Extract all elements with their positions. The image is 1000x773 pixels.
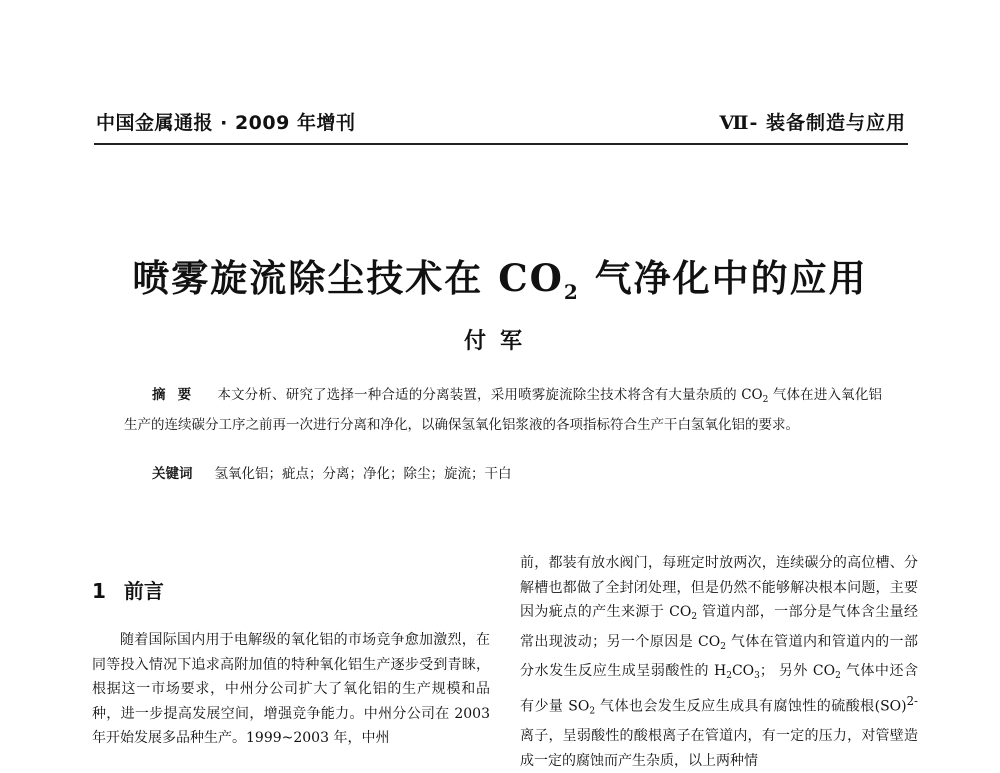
text-run: 离子，呈弱酸性的酸根离子在管道内，有一定的压力，对管壁造成一定的腐蚀而产生杂质，以上两种情 — [520, 728, 918, 769]
text-run: CO — [731, 663, 755, 680]
header-divider — [94, 143, 908, 145]
right-column — [520, 551, 918, 773]
subscript: 2 — [589, 706, 596, 717]
superscript: 2- — [906, 693, 918, 708]
subscript: 2 — [835, 671, 841, 682]
abstract-subscript: 2 — [762, 395, 769, 405]
subscript: 2 — [691, 612, 698, 623]
left-column — [92, 575, 490, 751]
keywords — [152, 462, 512, 482]
title-part-1: 喷雾旋流除尘技术在 CO — [132, 256, 564, 300]
abstract-text-2: 气体在进入氧化铝生产的连续碳分工序之前再一次进行分离和净化，以确保氢氧化铝浆液的各项指标符合生产干白氢氧化铝的要求。 — [124, 387, 883, 433]
text-run: ； 另外 CO — [759, 663, 836, 680]
text-run: 气体中还含有少量 SO — [520, 663, 918, 715]
section-name: Ⅶ- 装备制造与应用 — [719, 112, 906, 134]
title-part-2: 气净化中的应用 — [579, 256, 868, 300]
keywords-text: 氢氧化铝；疵点；分离；净化；除尘；旋流；干白 — [214, 466, 512, 482]
abstract-label: 摘要 — [152, 387, 204, 403]
author-name: 付军 — [463, 328, 536, 354]
subscript: 3 — [754, 671, 760, 682]
running-header — [96, 108, 906, 144]
body-paragraph: 随着国际国内用于电解级的氧化铝的市场竞争愈加激烈，在同等投入情况下追求高附加值的特种氧化铝生产逐步受到青睐，根据这一市场要求，中州分公司扩大了氧化铝的生产规模和品种，进一步提高发展空间，增强竞争能力。中州分公司在 2003 年开始发展多品种生产。1999~2003 年，中州 — [92, 632, 490, 747]
subscript: 2 — [720, 641, 726, 652]
subscript: 2 — [726, 671, 732, 682]
title-subscript: 2 — [563, 280, 580, 304]
keywords-label: 关键词 — [152, 466, 193, 482]
section-title-text: 前言 — [123, 579, 164, 603]
abstract-text-1: 本文分析、研究了选择一种合适的分离装置，采用喷雾旋流除尘技术将含有大量杂质的 CO — [217, 387, 763, 403]
text-run: 管道内部，一部分是气体含尘量经常出现波动；另一个原因是 CO — [520, 604, 919, 650]
text-run: 气体也会发生反应生成具有腐蚀性的硫酸根(SO) — [595, 698, 907, 715]
section-number: 1 — [92, 579, 106, 603]
text-run: 气体在管道内和管道内的一部分水发生反应生成呈弱酸性的 H — [520, 633, 919, 680]
text-run: 前，都装有放水阀门，每班定时放两次，连续碳分的高位槽、分解槽也都做了全封闭处理，但是仍然不能够解决根本问题，主要因为疵点的产生来源于 CO — [520, 555, 918, 621]
section-heading — [92, 575, 490, 604]
article-title — [0, 248, 1000, 304]
journal-name: 中国金属通报 · 2009 年增刊 — [96, 112, 356, 134]
abstract — [124, 383, 882, 438]
